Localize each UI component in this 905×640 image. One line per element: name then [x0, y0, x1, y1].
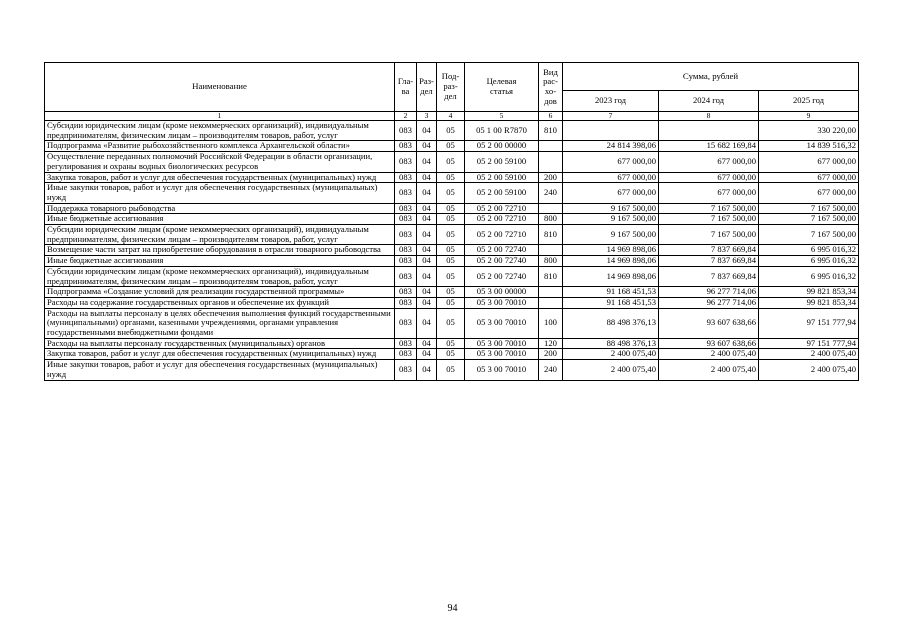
row-target-article: 05 3 00 70010 — [465, 338, 539, 349]
column-number: 2 — [395, 112, 417, 121]
col-header-podrazdel: Под- раз- дел — [437, 63, 465, 112]
table-row — [45, 214, 859, 225]
row-sum-2023: 9 167 500,00 — [563, 225, 659, 245]
row-sum-2023: 88 498 376,13 — [563, 338, 659, 349]
row-expense-type: 800 — [539, 256, 563, 267]
row-razdel: 04 — [417, 141, 437, 152]
row-expense-type — [539, 297, 563, 308]
row-sum-2024: 96 277 714,06 — [659, 297, 759, 308]
table-row — [45, 297, 859, 308]
row-sum-2024: 93 607 638,66 — [659, 338, 759, 349]
row-target-article: 05 3 00 70010 — [465, 308, 539, 338]
row-podrazdel: 05 — [437, 183, 465, 203]
row-expense-type — [539, 287, 563, 298]
row-sum-2023: 91 168 451,53 — [563, 297, 659, 308]
row-sum-2025: 2 400 075,40 — [759, 360, 859, 380]
row-name: Расходы на выплаты персоналу в целях обеспечения выполнения функций государственными (муниципальными) органами, казенными учреждениями, органами управления государственными внебюджетными фондами — [45, 308, 395, 338]
row-podrazdel: 05 — [437, 141, 465, 152]
row-sum-2025: 7 167 500,00 — [759, 203, 859, 214]
row-sum-2025: 677 000,00 — [759, 152, 859, 172]
row-razdel: 04 — [417, 360, 437, 380]
row-podrazdel: 05 — [437, 308, 465, 338]
row-name: Расходы на содержание государственных органов и обеспечение их функций — [45, 297, 395, 308]
row-sum-2024: 7 167 500,00 — [659, 203, 759, 214]
column-number: 7 — [563, 112, 659, 121]
row-glava: 083 — [395, 349, 417, 360]
table-body — [45, 121, 859, 381]
row-razdel: 04 — [417, 349, 437, 360]
table-row — [45, 266, 859, 286]
row-expense-type — [539, 245, 563, 256]
column-number: 8 — [659, 112, 759, 121]
row-sum-2025: 677 000,00 — [759, 172, 859, 183]
row-expense-type: 200 — [539, 349, 563, 360]
table-row — [45, 152, 859, 172]
row-sum-2024: 96 277 714,06 — [659, 287, 759, 298]
row-razdel: 04 — [417, 266, 437, 286]
row-name: Подпрограмма «Создание условий для реализации государственной программы» — [45, 287, 395, 298]
row-expense-type — [539, 203, 563, 214]
column-number: 5 — [465, 112, 539, 121]
row-razdel: 04 — [417, 256, 437, 267]
table-row — [45, 183, 859, 203]
row-podrazdel: 05 — [437, 121, 465, 141]
row-sum-2024: 15 682 169,84 — [659, 141, 759, 152]
row-target-article: 05 2 00 72740 — [465, 245, 539, 256]
row-sum-2024: 7 837 669,84 — [659, 266, 759, 286]
row-name: Подпрограмма «Развитие рыбохозяйственного комплекса Архангельской области» — [45, 141, 395, 152]
table-row — [45, 287, 859, 298]
row-glava: 083 — [395, 287, 417, 298]
row-sum-2025: 6 995 016,32 — [759, 266, 859, 286]
row-sum-2023: 14 969 898,06 — [563, 245, 659, 256]
row-name: Иные бюджетные ассигнования — [45, 256, 395, 267]
col-header-2023: 2023 год — [563, 91, 659, 112]
row-name: Иные закупки товаров, работ и услуг для обеспечения государственных (муниципальных) нужд — [45, 360, 395, 380]
row-glava: 083 — [395, 360, 417, 380]
row-target-article: 05 2 00 72740 — [465, 256, 539, 267]
row-glava: 083 — [395, 152, 417, 172]
row-razdel: 04 — [417, 225, 437, 245]
page-number: 94 — [447, 603, 458, 614]
row-glava: 083 — [395, 183, 417, 203]
row-expense-type — [539, 141, 563, 152]
column-number-row — [45, 112, 859, 121]
col-header-glava: Гла- ва — [395, 63, 417, 112]
row-name: Поддержка товарного рыбоводства — [45, 203, 395, 214]
header-row — [45, 63, 859, 91]
column-number: 6 — [539, 112, 563, 121]
row-podrazdel: 05 — [437, 214, 465, 225]
budget-table — [44, 62, 859, 381]
row-sum-2023 — [563, 121, 659, 141]
row-sum-2024: 677 000,00 — [659, 183, 759, 203]
row-sum-2024 — [659, 121, 759, 141]
row-razdel: 04 — [417, 287, 437, 298]
col-header-2025: 2025 год — [759, 91, 859, 112]
row-sum-2023: 88 498 376,13 — [563, 308, 659, 338]
row-name: Субсидии юридическим лицам (кроме некоммерческих организаций), индивидуальным предпринимателям, физическим лицам – производителям товаров, работ, услуг — [45, 121, 395, 141]
table-row — [45, 203, 859, 214]
row-sum-2023: 91 168 451,53 — [563, 287, 659, 298]
row-razdel: 04 — [417, 203, 437, 214]
row-sum-2025: 6 995 016,32 — [759, 256, 859, 267]
row-sum-2024: 677 000,00 — [659, 172, 759, 183]
row-expense-type: 200 — [539, 172, 563, 183]
row-target-article: 05 3 00 00000 — [465, 287, 539, 298]
row-name: Осуществление переданных полномочий Российской Федерации в области организации, регулирования и охраны водных биологических ресурсов — [45, 152, 395, 172]
row-podrazdel: 05 — [437, 338, 465, 349]
row-razdel: 04 — [417, 245, 437, 256]
row-podrazdel: 05 — [437, 203, 465, 214]
row-razdel: 04 — [417, 172, 437, 183]
row-sum-2023: 14 969 898,06 — [563, 266, 659, 286]
row-name: Возмещение части затрат на приобретение оборудования в отрасли товарного рыбоводства — [45, 245, 395, 256]
row-sum-2024: 2 400 075,40 — [659, 349, 759, 360]
row-glava: 083 — [395, 203, 417, 214]
row-sum-2023: 9 167 500,00 — [563, 214, 659, 225]
row-razdel: 04 — [417, 214, 437, 225]
row-expense-type: 810 — [539, 225, 563, 245]
row-sum-2023: 9 167 500,00 — [563, 203, 659, 214]
col-header-expense-type: Вид рас- хо- дов — [539, 63, 563, 112]
row-name: Иные закупки товаров, работ и услуг для обеспечения государственных (муниципальных) нужд — [45, 183, 395, 203]
row-razdel: 04 — [417, 121, 437, 141]
row-glava: 083 — [395, 172, 417, 183]
row-name: Субсидии юридическим лицам (кроме некоммерческих организаций), индивидуальным предпринимателям, физическим лицам – производителям товаров, работ, услуг — [45, 225, 395, 245]
table-row — [45, 121, 859, 141]
col-header-target-article: Целевая статья — [465, 63, 539, 112]
row-target-article: 05 3 00 70010 — [465, 297, 539, 308]
column-number: 4 — [437, 112, 465, 121]
row-sum-2025: 677 000,00 — [759, 183, 859, 203]
row-sum-2024: 7 837 669,84 — [659, 245, 759, 256]
row-glava: 083 — [395, 121, 417, 141]
row-expense-type: 240 — [539, 360, 563, 380]
row-sum-2024: 677 000,00 — [659, 152, 759, 172]
row-podrazdel: 05 — [437, 225, 465, 245]
row-sum-2023: 24 814 398,06 — [563, 141, 659, 152]
row-sum-2023: 677 000,00 — [563, 183, 659, 203]
col-header-razdel: Раз- дел — [417, 63, 437, 112]
table-row — [45, 360, 859, 380]
row-expense-type: 800 — [539, 214, 563, 225]
row-expense-type: 810 — [539, 266, 563, 286]
table-row — [45, 256, 859, 267]
row-target-article: 05 2 00 59100 — [465, 172, 539, 183]
row-glava: 083 — [395, 256, 417, 267]
row-sum-2024: 7 167 500,00 — [659, 225, 759, 245]
row-podrazdel: 05 — [437, 152, 465, 172]
row-sum-2025: 99 821 853,34 — [759, 297, 859, 308]
row-sum-2025: 2 400 075,40 — [759, 349, 859, 360]
row-sum-2024: 93 607 638,66 — [659, 308, 759, 338]
table-row — [45, 225, 859, 245]
row-name: Расходы на выплаты персоналу государственных (муниципальных) органов — [45, 338, 395, 349]
col-header-sum: Сумма, рублей — [563, 63, 859, 91]
row-razdel: 04 — [417, 152, 437, 172]
column-number: 1 — [45, 112, 395, 121]
row-name: Закупка товаров, работ и услуг для обеспечения государственных (муниципальных) нужд — [45, 172, 395, 183]
row-glava: 083 — [395, 308, 417, 338]
row-target-article: 05 2 00 72710 — [465, 214, 539, 225]
row-sum-2025: 330 220,00 — [759, 121, 859, 141]
row-sum-2024: 7 837 669,84 — [659, 256, 759, 267]
row-target-article: 05 3 00 70010 — [465, 349, 539, 360]
row-podrazdel: 05 — [437, 256, 465, 267]
table-row — [45, 349, 859, 360]
row-name: Закупка товаров, работ и услуг для обеспечения государственных (муниципальных) нужд — [45, 349, 395, 360]
row-podrazdel: 05 — [437, 297, 465, 308]
row-name: Иные бюджетные ассигнования — [45, 214, 395, 225]
table-row — [45, 245, 859, 256]
row-podrazdel: 05 — [437, 172, 465, 183]
row-target-article: 05 2 00 72710 — [465, 203, 539, 214]
row-sum-2025: 99 821 853,34 — [759, 287, 859, 298]
row-glava: 083 — [395, 141, 417, 152]
row-razdel: 04 — [417, 183, 437, 203]
row-sum-2023: 677 000,00 — [563, 172, 659, 183]
row-glava: 083 — [395, 245, 417, 256]
row-name: Субсидии юридическим лицам (кроме некоммерческих организаций), индивидуальным предпринимателям, физическим лицам – производителям товаров, работ, услуг — [45, 266, 395, 286]
row-sum-2025: 97 151 777,94 — [759, 308, 859, 338]
row-target-article: 05 3 00 70010 — [465, 360, 539, 380]
col-header-2024: 2024 год — [659, 91, 759, 112]
row-sum-2023: 14 969 898,06 — [563, 256, 659, 267]
row-sum-2025: 6 995 016,32 — [759, 245, 859, 256]
row-sum-2023: 2 400 075,40 — [563, 349, 659, 360]
row-podrazdel: 05 — [437, 266, 465, 286]
row-sum-2025: 7 167 500,00 — [759, 225, 859, 245]
table-row — [45, 172, 859, 183]
row-expense-type: 120 — [539, 338, 563, 349]
row-glava: 083 — [395, 338, 417, 349]
column-number: 9 — [759, 112, 859, 121]
row-glava: 083 — [395, 297, 417, 308]
row-expense-type: 100 — [539, 308, 563, 338]
table-row — [45, 338, 859, 349]
table-row — [45, 141, 859, 152]
row-glava: 083 — [395, 225, 417, 245]
row-target-article: 05 2 00 72710 — [465, 225, 539, 245]
row-glava: 083 — [395, 214, 417, 225]
row-expense-type: 810 — [539, 121, 563, 141]
row-sum-2024: 2 400 075,40 — [659, 360, 759, 380]
column-number: 3 — [417, 112, 437, 121]
row-expense-type: 240 — [539, 183, 563, 203]
row-sum-2023: 2 400 075,40 — [563, 360, 659, 380]
row-target-article: 05 1 00 R7870 — [465, 121, 539, 141]
row-sum-2025: 7 167 500,00 — [759, 214, 859, 225]
row-glava: 083 — [395, 266, 417, 286]
row-podrazdel: 05 — [437, 245, 465, 256]
row-razdel: 04 — [417, 338, 437, 349]
row-sum-2025: 97 151 777,94 — [759, 338, 859, 349]
row-sum-2025: 14 839 516,32 — [759, 141, 859, 152]
table-row — [45, 308, 859, 338]
row-razdel: 04 — [417, 308, 437, 338]
row-target-article: 05 2 00 59100 — [465, 152, 539, 172]
row-podrazdel: 05 — [437, 287, 465, 298]
row-sum-2023: 677 000,00 — [563, 152, 659, 172]
row-podrazdel: 05 — [437, 360, 465, 380]
row-sum-2024: 7 167 500,00 — [659, 214, 759, 225]
row-target-article: 05 2 00 72740 — [465, 266, 539, 286]
col-header-name: Наименование — [45, 63, 395, 112]
row-expense-type — [539, 152, 563, 172]
row-razdel: 04 — [417, 297, 437, 308]
row-podrazdel: 05 — [437, 349, 465, 360]
row-target-article: 05 2 00 59100 — [465, 183, 539, 203]
row-target-article: 05 2 00 00000 — [465, 141, 539, 152]
